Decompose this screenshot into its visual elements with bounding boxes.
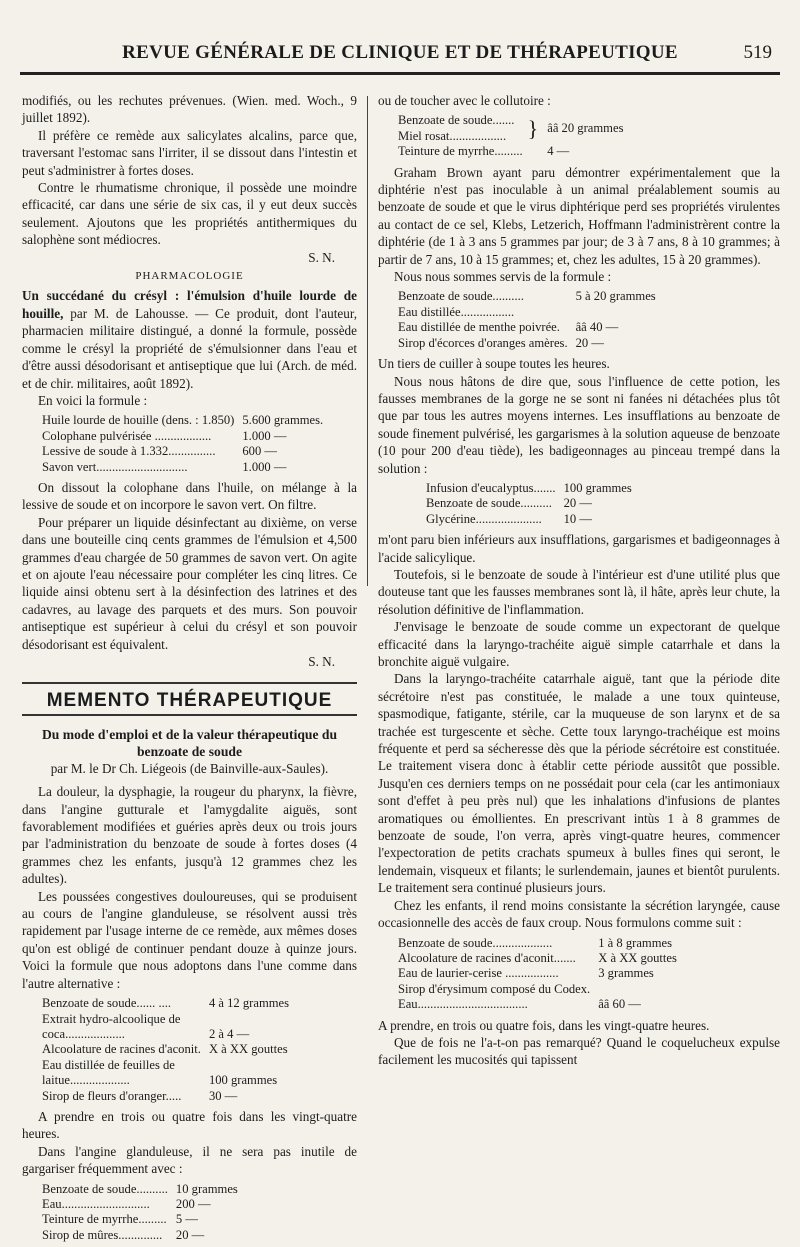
column-rule [367, 96, 368, 586]
formula-quantity: 20 — [175, 1227, 205, 1242]
formula-quantity: 1.000 — [242, 459, 287, 474]
formula-ingredient: Eau................................... [398, 997, 528, 1012]
formula-ingredient: Eau distillée de menthe poivrée. [398, 320, 560, 335]
page-number: 519 [743, 42, 772, 63]
formula-ingredient: Eau distillée de feuilles de [42, 1057, 175, 1072]
formula-ingredient: Sirop d'écorces d'oranges amères. [398, 335, 568, 350]
formula-quantity [592, 982, 677, 997]
formula-quantity: 3 grammes [598, 966, 654, 981]
formula-quantity [570, 305, 656, 320]
formula-ingredient: Alcoolature de racines d'aconit....... [398, 950, 576, 965]
formula-quantity: 2 à 4 — [208, 1026, 250, 1041]
formula-ingredient: Sirop de fleurs d'oranger..... [42, 1088, 182, 1103]
formula-ingredient: Teinture de myrrhe......... [398, 144, 523, 159]
formula-ingredient [398, 113, 525, 144]
paragraph: modifiés, ou les rechutes prévenues. (Wien. med. Woch., 9 juillet 1892). [22, 93, 357, 126]
formula-quantity: 4 — [547, 144, 570, 159]
paragraph: Nous nous hâtons de dire que, sous l'influence de cette potion, les fausses membranes de la gorge ne se sont ni fanées ni détachées plus tôt que par tous les autres moyens internes. Les insufflations au benzoate de soude finement pulvérisé, les gargarismes à la solution aqueuse de benzoate (10 pour 200 d'eau tiède), les badigeonnages au pinceau trempé dans la solution : [378, 373, 780, 476]
paragraph: Graham Brown ayant paru démontrer expérimentalement que la diphtérie n'est pas inoculable à un animal préalablement soumis au benzoate de soude et que le virus diphtérique perd ses propriétés virulentes au contact de ce sel, Klebs, Letzerich, Hoffmann l'administrèrent contre la diphtérie (de 1 à 3 ans 5 grammes par jour; de 3 à 7 ans, 8 à 10 grammes; à partir de 7 ans, 10 à 15 grammes; et, chez les adultes, 15 à 20 grammes). [378, 164, 780, 267]
formula-ingredient: Huile lourde de houille (dens. : 1.850) [42, 413, 235, 428]
article-author: par M. de Lahousse. [70, 305, 189, 321]
formula-quantity: ââ 40 — [575, 320, 619, 335]
paragraph: En voici la formule : [38, 392, 148, 408]
header-rule [20, 72, 780, 75]
formula-quantity: 600 — [242, 444, 278, 459]
paragraph: Dans l'angine glanduleuse, il ne sera pas inutile de gargariser fréquemment avec : [22, 1143, 357, 1177]
paragraph: Chez les enfants, il rend moins consistante la sécrétion laryngée, cause occasionnelle des accès de faux croup. Nous formulons comme suit : [378, 897, 780, 931]
paragraph: m'ont paru bien inférieurs aux insufflations, gargarismes et badigeonnages à l'acide salicylique. [378, 532, 780, 565]
article-text: — Ce produit, dont l'auteur, pharmacien militaire distingué, a donné la formule, possède comme le crésyl la propriété de s'émulsionner dans l'eau et d'être aussi désodorisant et antiseptique que lui (Arch. de méd. et de chir. militaires, août 1892). [22, 305, 357, 391]
paragraph [22, 287, 357, 391]
running-header [20, 38, 780, 68]
formula-ingredient: Extrait hydro-alcoolique de [42, 1011, 181, 1026]
formula-quantity: X à XX gouttes [598, 950, 677, 965]
formula-quantity: 100 grammes [208, 1073, 278, 1088]
paragraph: Dans la laryngo-trachéite catarrhale aiguë, tant que la période dite sécrétoire n'est pas constituée, le malade a une toux quinteuse, spasmodique, fatigante, stérile, car la muqueuse de son larynx et de sa trachée est turgescente et sèche. Cette toux laryngo-trachéique est moins fréquente et perd sa sécheresse dès que la période sécrétoire est constituée. Le traitement visera donc à établir cette période aussitôt que possible. Jusqu'en ces derniers temps on ne possédait pour cela (car les antimoniaux sont d'effet à peu près nul) que les inhalations d'infusions de plantes aromatiques ou émollientes. En prescrivant intùs 1 à 8 grammes de benzoate de soude, l'on verra, après vingt-quatre heures, commencer l'expectoration de petits crachats spumeux à bulles fines qui seront, le lendemain, visqueux et filants; le surlendemain, jaunes et bientôt purulents. Le traitement sera continué plusieurs jours. [378, 671, 780, 896]
signature: S. N. [308, 654, 335, 669]
paragraph: ou de toucher avec le collutoire : [378, 93, 551, 108]
journal-title: REVUE GÉNÉRALE DE CLINIQUE ET DE THÉRAPEUTIQUE [122, 42, 678, 63]
formula-ingredient: Infusion d'eucalyptus....... [426, 480, 556, 495]
paragraph: A prendre en trois ou quatre fois dans les vingt-quatre heures. [22, 1108, 357, 1142]
formula-ingredient-line: Miel rosat.................. [398, 128, 507, 143]
signature: S. N. [308, 249, 335, 265]
formula-ingredient: Sirop d'érysimum composé du Codex. [398, 981, 591, 996]
paragraph: Que de fois ne l'a-t-on pas remarqué? Quand le coqueluchеux expulse facilement les mucosités qui tapissent [378, 1034, 780, 1068]
formula-quantity: 20 — [575, 335, 604, 350]
formula-quantity: 200 — [175, 1196, 211, 1211]
formula-table [42, 996, 289, 1104]
formula-quantity: 100 grammes [563, 480, 632, 495]
formula-quantity: ââ 20 grammes [547, 121, 624, 136]
formula-quantity [203, 1012, 289, 1027]
right-column [378, 92, 780, 1069]
formula-ingredient: coca................... [42, 1026, 125, 1041]
formula-ingredient: Teinture de myrrhe......... [42, 1212, 167, 1227]
paragraph: Un tiers de cuiller à soupe toutes les heures. [378, 356, 610, 372]
formula-quantity: X à XX gouttes [208, 1042, 288, 1057]
formula-ingredient: Eau............................ [42, 1196, 150, 1211]
brace: } [527, 115, 539, 141]
formula-table [398, 289, 656, 351]
formula-quantity: 4 à 12 grammes [208, 996, 290, 1011]
paragraph: On dissout la colophane dans l'huile, on mélange à la lessive de soude et on incorpore le savon vert. On filtre. [22, 479, 357, 513]
formula-ingredient: Colophane pulvérisée .................. [42, 428, 212, 443]
formula-table [42, 413, 323, 475]
formula-ingredient: Eau de laurier-cerise ................. [398, 966, 559, 981]
formula-quantity: 30 — [208, 1088, 238, 1103]
formula-quantity: 10 grammes [175, 1181, 238, 1196]
formula-ingredient: Glycérine..................... [426, 511, 542, 526]
paragraph: Nous nous sommes servis de la formule : [394, 269, 612, 285]
formula-quantity: 1 à 8 grammes [598, 935, 673, 950]
formula-quantity: 20 — [563, 496, 592, 511]
paragraph: J'envisage le benzoate de soude comme un expectorant de quelque efficacité dans la laryngo-trachéite aiguë simple catarrhale et dans la bronchite aiguë vulgaire. [378, 619, 780, 669]
formula-quantity: ââ 60 — [598, 997, 641, 1012]
paragraph: Toutefois, si le benzoate de soude à l'intérieur est d'une utilité plus que douteuse tant que les fausses membranes sont là, il hâte, après leur chute, la résolution définitive de l'inflammation. [378, 566, 780, 617]
formula-quantity: 5 à 20 grammes [575, 289, 656, 304]
formula-ingredient: Benzoate de soude.......... [398, 289, 524, 304]
formula-ingredient-line: Benzoate de soude....... [398, 113, 515, 128]
section-rule [22, 714, 357, 716]
byline: par M. le Dr Ch. Liégeois (de Bainville-aux-Saules). [50, 760, 329, 776]
paragraph: Il préfère ce remède aux salicylates alcalins, parce que, traversant l'estomac sans l'irriter, il se dissout dans l'intestin et peut s'administrer à fortes doses. [22, 127, 357, 178]
paragraph: A prendre, en trois ou quatre fois, dans les vingt-quatre heures. [378, 1017, 710, 1033]
article-heading: Un succédané du crésyl : l'émulsion d'huile lourde de houille, [22, 288, 357, 321]
formula-table [398, 936, 677, 1013]
formula-quantity [203, 1058, 289, 1073]
formula-ingredient: Benzoate de soude.......... [42, 1181, 168, 1196]
formula-ingredient: Eau distillée................. [398, 304, 515, 319]
formula-table [42, 1182, 238, 1244]
formula-table [398, 113, 623, 159]
formula-quantity: 1.000 — [242, 428, 287, 443]
formula-ingredient: laitue................... [42, 1073, 130, 1088]
paragraph: Contre le rhumatisme chronique, il possède une moindre efficacité, car dans une série de six cas, il y eut deux succès seulement. Ajoutons que les propriétés antithermiques du salophène sont médiocres. [22, 180, 357, 248]
paragraph: Les poussées congestives douloureuses, qui se produisent au cours de l'angine glanduleuse, se résolvent aussi très rapidement par l'usage interne de ce remède, aux mêmes doses qu'on est obligé de continuer pendant douze à quinze jours. Voici la formule que nous adoptons dans l'une comme dans l'autre alternative : [22, 888, 357, 991]
formula-ingredient: Benzoate de soude.......... [426, 496, 552, 511]
section-rubric: PHARMACOLOGIE [135, 270, 244, 283]
paragraph: La douleur, la dysphagie, la rougeur du pharynx, la fièvre, dans l'angine gutturale et l'amygdalite aiguës, sont favorablement modifiées et guéries après deux ou trois jours par l'administration du benzoate de soude à fortes doses (4 grammes chez les enfants, jusqu'à 12 grammes chez les adultes). [22, 784, 357, 887]
paragraph: Pour préparer un liquide désinfectant au dixième, on verse dans une bouteille cinq cents grammes de l'émulsion et 4,500 grammes d'eau chargée de 50 grammes de savon vert. On agite et on ajoute l'eau nécessaire pour compléter les cinq litres. Ce liquide ainsi obtenu sert à la désinfection des latrines et des cadavres, au lavage des parquets et des murs. Son pouvoir antiseptique est supérieur à celui du crésyl et son pouvoir désodorisant est équivalent. [22, 514, 357, 652]
left-column [22, 92, 357, 1247]
formula-quantity: 5.600 grammes. [242, 413, 324, 428]
formula-ingredient: Lessive de soude à 1.332............... [42, 444, 216, 459]
formula-ingredient: Savon vert............................. [42, 459, 188, 474]
formula-ingredient: Benzoate de soude...... .... [42, 996, 172, 1011]
formula-quantity: 5 — [175, 1212, 198, 1227]
formula-table [426, 481, 632, 527]
section-heading: MEMENTO THÉRAPEUTIQUE [22, 682, 357, 709]
formula-ingredient: Sirop de mûres.............. [42, 1227, 163, 1242]
formula-ingredient: Alcoolature de racines d'aconit. [42, 1042, 201, 1057]
formula-ingredient: Benzoate de soude................... [398, 935, 553, 950]
formula-quantity: 10 — [563, 511, 592, 526]
article-title: Du mode d'emploi et de la valeur thérapeutique du benzoate de soude [41, 726, 338, 759]
